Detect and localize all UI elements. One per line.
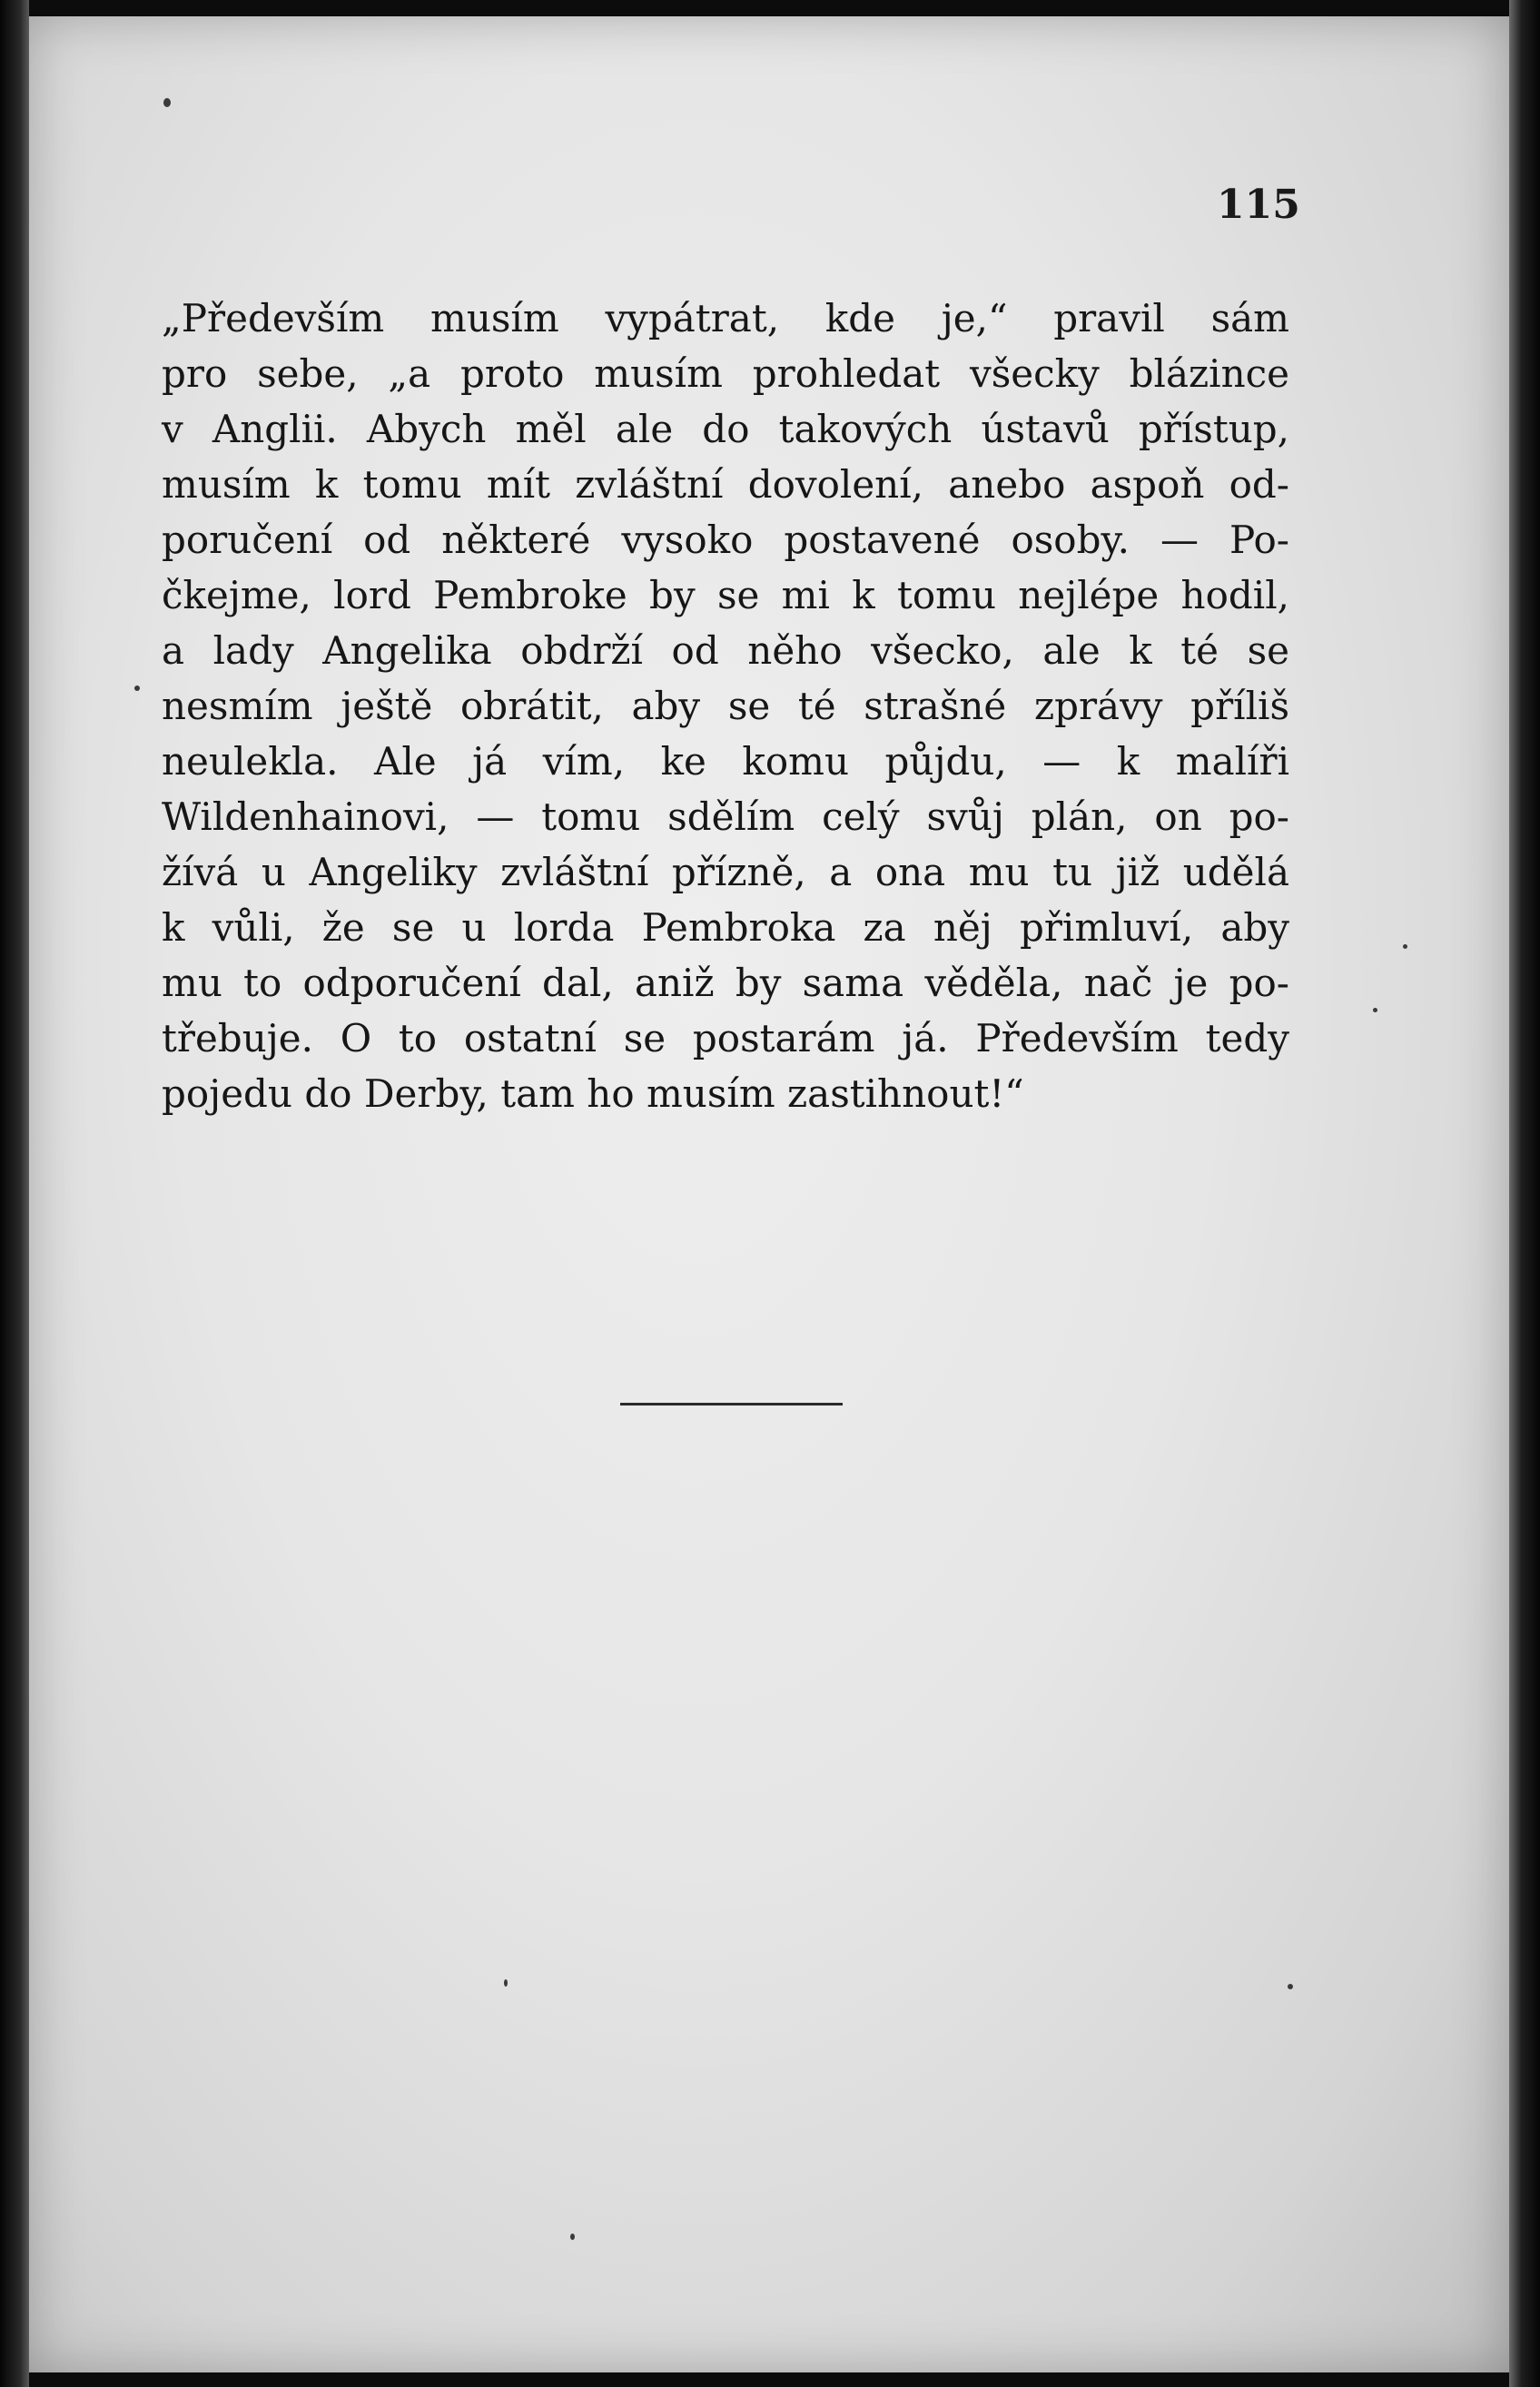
- paper-speck: [163, 98, 171, 107]
- text-line: a lady Angelika obdrží od něho všecko, ale k té se: [162, 628, 1289, 673]
- paper-speck: [570, 2234, 575, 2240]
- text-line: nesmím ještě obrátit, aby se té strašné zprávy příliš: [162, 684, 1289, 728]
- right-page-edge: [1509, 0, 1540, 2387]
- paper-speck: [1403, 944, 1407, 949]
- text-line: mu to odporučení dal, aniž by sama věděla, nač je po-: [162, 961, 1289, 1005]
- page-number: 115: [1217, 182, 1300, 228]
- text-line: neulekla. Ale já vím, ke komu půjdu, — k malíři: [162, 739, 1289, 784]
- section-end-rule: [620, 1403, 843, 1406]
- paper-speck: [1288, 1984, 1293, 1989]
- left-page-edge: [0, 0, 29, 2387]
- text-line: třebuje. O to ostatní se postarám já. Především tedy: [162, 1016, 1289, 1060]
- text-line: pro sebe, „a proto musím prohledat všecky blázince: [162, 351, 1289, 396]
- text-line: v Anglii. Abych měl ale do takových ústavů přístup,: [162, 407, 1289, 451]
- paper-speck: [504, 1979, 508, 1987]
- text-line: poručení od některé vysoko postavené osoby. — Po-: [162, 518, 1289, 562]
- paper-speck: [1373, 1008, 1377, 1012]
- body-paragraph: [162, 291, 1289, 1121]
- text-line-last: pojedu do Derby, tam ho musím zastihnout!“: [162, 1071, 1024, 1116]
- text-line: „Především musím vypátrat, kde je,“ pravil sám: [162, 296, 1289, 340]
- text-line: k vůli, že se u lorda Pembroka za něj přimluví, aby: [162, 905, 1289, 950]
- text-line: žívá u Angeliky zvláštní přízně, a ona mu tu již udělá: [162, 850, 1289, 894]
- text-line: musím k tomu mít zvláštní dovolení, anebo aspoň od-: [162, 462, 1289, 507]
- text-line: Wildenhainovi, — tomu sdělím celý svůj plán, on po-: [162, 794, 1289, 839]
- paper-speck: [134, 686, 140, 691]
- text-line: čkejme, lord Pembroke by se mi k tomu nejlépe hodil,: [162, 573, 1289, 617]
